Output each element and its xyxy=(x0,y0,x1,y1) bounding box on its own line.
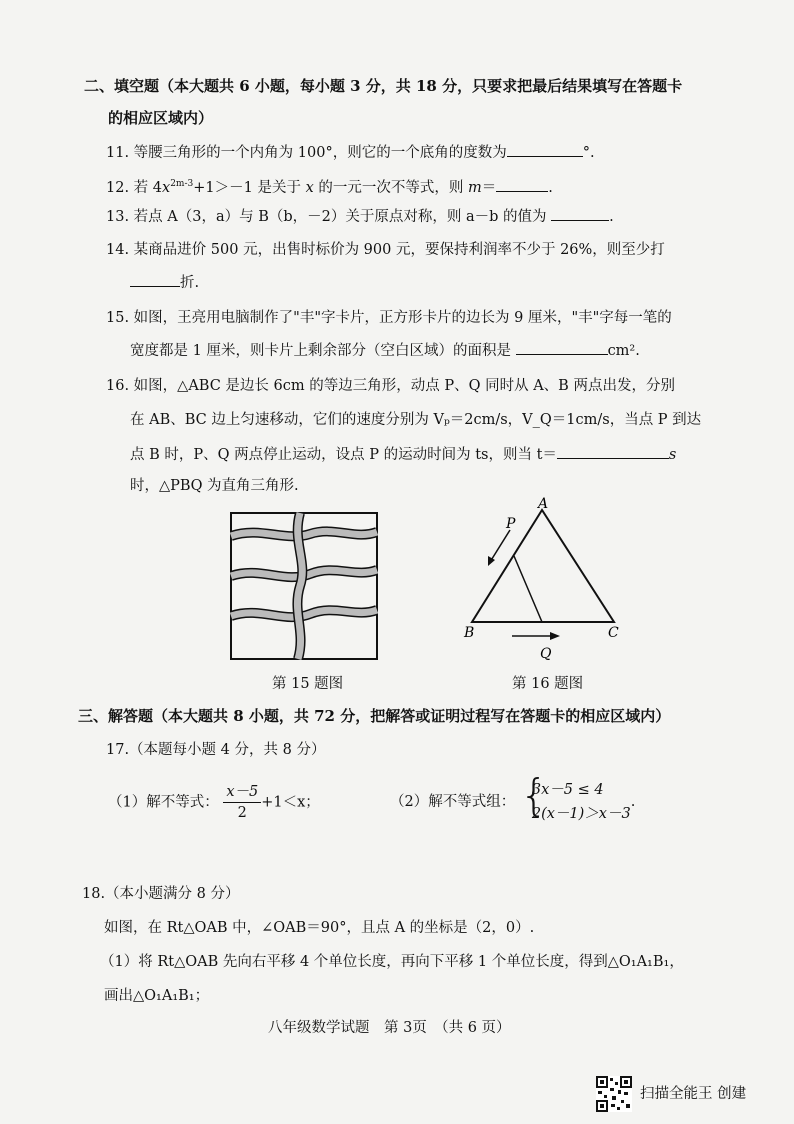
q11-answer-blank xyxy=(507,142,583,157)
figure-16-caption: 第 16 题图 xyxy=(512,676,584,692)
question-15 xyxy=(106,308,672,328)
q16-line1: 如图，△ABC 是边长 6cm 的等边三角形，动点 P、Q 同时从 A、B 两点出发，分别 xyxy=(133,378,675,394)
question-13 xyxy=(106,206,614,227)
q13-text: 若点 A（3，a）与 B（b，－2）关于原点对称，则 a－b 的值为 xyxy=(133,209,547,225)
q18-line2: （1）将 Rt△OAB 先向右平移 4 个单位长度，再向下平移 1 个单位长度，得到△O₁A₁B₁， xyxy=(100,954,684,970)
q12-var: x xyxy=(305,179,314,196)
q16-line4: 时，△PBQ 为直角三角形. xyxy=(130,478,299,494)
system-brace: { xyxy=(519,770,548,821)
q14-answer-blank xyxy=(130,272,180,287)
q15-answer-blank xyxy=(516,340,608,355)
question-16-line3 xyxy=(130,444,676,465)
q12-eq: ＝ xyxy=(481,179,497,196)
q14-text: 某商品进价 500 元，出售时标价为 900 元，要保持利润率不少于 26%，则至少打 xyxy=(133,242,665,258)
q13-answer-blank xyxy=(551,206,609,221)
arrow-p-head xyxy=(488,556,495,566)
arrow-p-shaft xyxy=(490,530,510,562)
question-11 xyxy=(106,142,595,163)
q17-part1 xyxy=(108,782,320,823)
figure-16-triangle xyxy=(460,496,628,672)
section-2-title-cont: 的相应区域内） xyxy=(108,109,214,127)
watermark-text: 扫描全能王 创建 xyxy=(640,1086,747,1102)
q12-base: x xyxy=(162,179,171,196)
question-12 xyxy=(106,174,553,198)
q11-number: 11. xyxy=(106,145,130,161)
q14-number: 14. xyxy=(106,242,130,258)
q12-exponent: 2m-3 xyxy=(170,179,194,189)
q16-answer-blank xyxy=(557,444,669,459)
segment-pq xyxy=(514,556,542,622)
q17-p2-system xyxy=(519,770,631,826)
label-q: Q xyxy=(540,646,552,662)
q16-line3-tail: s xyxy=(668,447,677,463)
q12-number: 12. xyxy=(106,179,130,196)
q13-tail: . xyxy=(609,209,614,225)
question-15-cont xyxy=(130,340,640,361)
q12-post: +1＞－1 是关于 xyxy=(193,179,301,196)
label-a: A xyxy=(538,496,549,512)
q12-m: m xyxy=(467,179,482,196)
q17-p1-denominator: 2 xyxy=(237,805,247,821)
q18-header: 18.（本小题满分 8 分） xyxy=(82,886,240,902)
q16-number: 16. xyxy=(106,378,130,394)
section-2-title: 二、填空题（本大题共 6 小题，每小题 3 分，共 18 分，只要求把最后结果填写在答题卡 xyxy=(84,77,683,95)
q13-number: 13. xyxy=(106,209,130,225)
q17-p2-label: （2）解不等式组： xyxy=(390,794,516,810)
q17-p2-line2: 2(x－1)＞x－3 xyxy=(531,806,631,822)
triangle-abc xyxy=(472,510,614,622)
page-footer: 八年级数学试题 第 3页 （共 6 页） xyxy=(268,1020,511,1036)
figure-15-feng-card xyxy=(230,512,378,660)
q12-post2: 的一元一次不等式，则 xyxy=(318,179,464,196)
question-16 xyxy=(106,376,675,396)
question-14-cont xyxy=(130,272,199,293)
q15-unit: cm². xyxy=(607,343,640,359)
q17-p1-label: （1）解不等式： xyxy=(108,794,219,811)
label-p: P xyxy=(506,516,516,532)
q11-text: 等腰三角形的一个内角为 100°，则它的一个底角的度数为 xyxy=(133,145,507,161)
q16-line2: 在 AB、BC 边上匀速移动，它们的速度分别为 Vₚ＝2cm/s，V_Q＝1cm/s，当点 P 到达 xyxy=(130,412,702,428)
label-b: B xyxy=(464,625,475,641)
label-c: C xyxy=(608,625,619,641)
q18-line3: 画出△O₁A₁B₁； xyxy=(104,988,210,1004)
q15-line2: 宽度都是 1 厘米，则卡片上剩余部分（空白区域）的面积是 xyxy=(130,343,511,359)
q12-answer-blank xyxy=(496,177,548,192)
section-3-title: 三、解答题（本大题共 8 小题，共 72 分，把解答或证明过程写在答题卡的相应区域内） xyxy=(78,707,671,725)
q12-tail: . xyxy=(548,179,553,196)
q17-p2-tail: . xyxy=(630,794,636,810)
q17-p2-line1: 3x－5 ≤ 4 xyxy=(531,782,604,798)
q17-p1-fraction xyxy=(223,782,261,823)
q17-p1-numerator: x－5 xyxy=(223,782,261,803)
q17-p1-tail: +1＜x； xyxy=(261,794,320,811)
q18-line1: 如图，在 Rt△OAB 中，∠OAB＝90°，且点 A 的坐标是（2，0）. xyxy=(104,920,535,936)
q17-header: 17.（本题每小题 4 分，共 8 分） xyxy=(106,742,326,758)
q17-part2 xyxy=(390,770,636,826)
question-14 xyxy=(106,240,665,260)
q15-line1: 如图，王亮用电脑制作了"丰"字卡片，正方形卡片的边长为 9 厘米，"丰"字每一笔的 xyxy=(133,310,672,326)
arrow-q-head xyxy=(550,632,560,640)
qr-code-icon xyxy=(596,1076,632,1112)
q16-line3: 点 B 时，P、Q 两点停止运动，设点 P 的运动时间为 ts，则当 t＝ xyxy=(130,447,557,463)
stroke-horizontal-1-fill xyxy=(231,531,377,536)
q12-pre: 若 4 xyxy=(133,179,163,196)
q15-number: 15. xyxy=(106,310,130,326)
q11-tail: °. xyxy=(582,145,595,161)
figure-15-caption: 第 15 题图 xyxy=(272,676,344,692)
q14-tail: 折. xyxy=(180,275,200,291)
